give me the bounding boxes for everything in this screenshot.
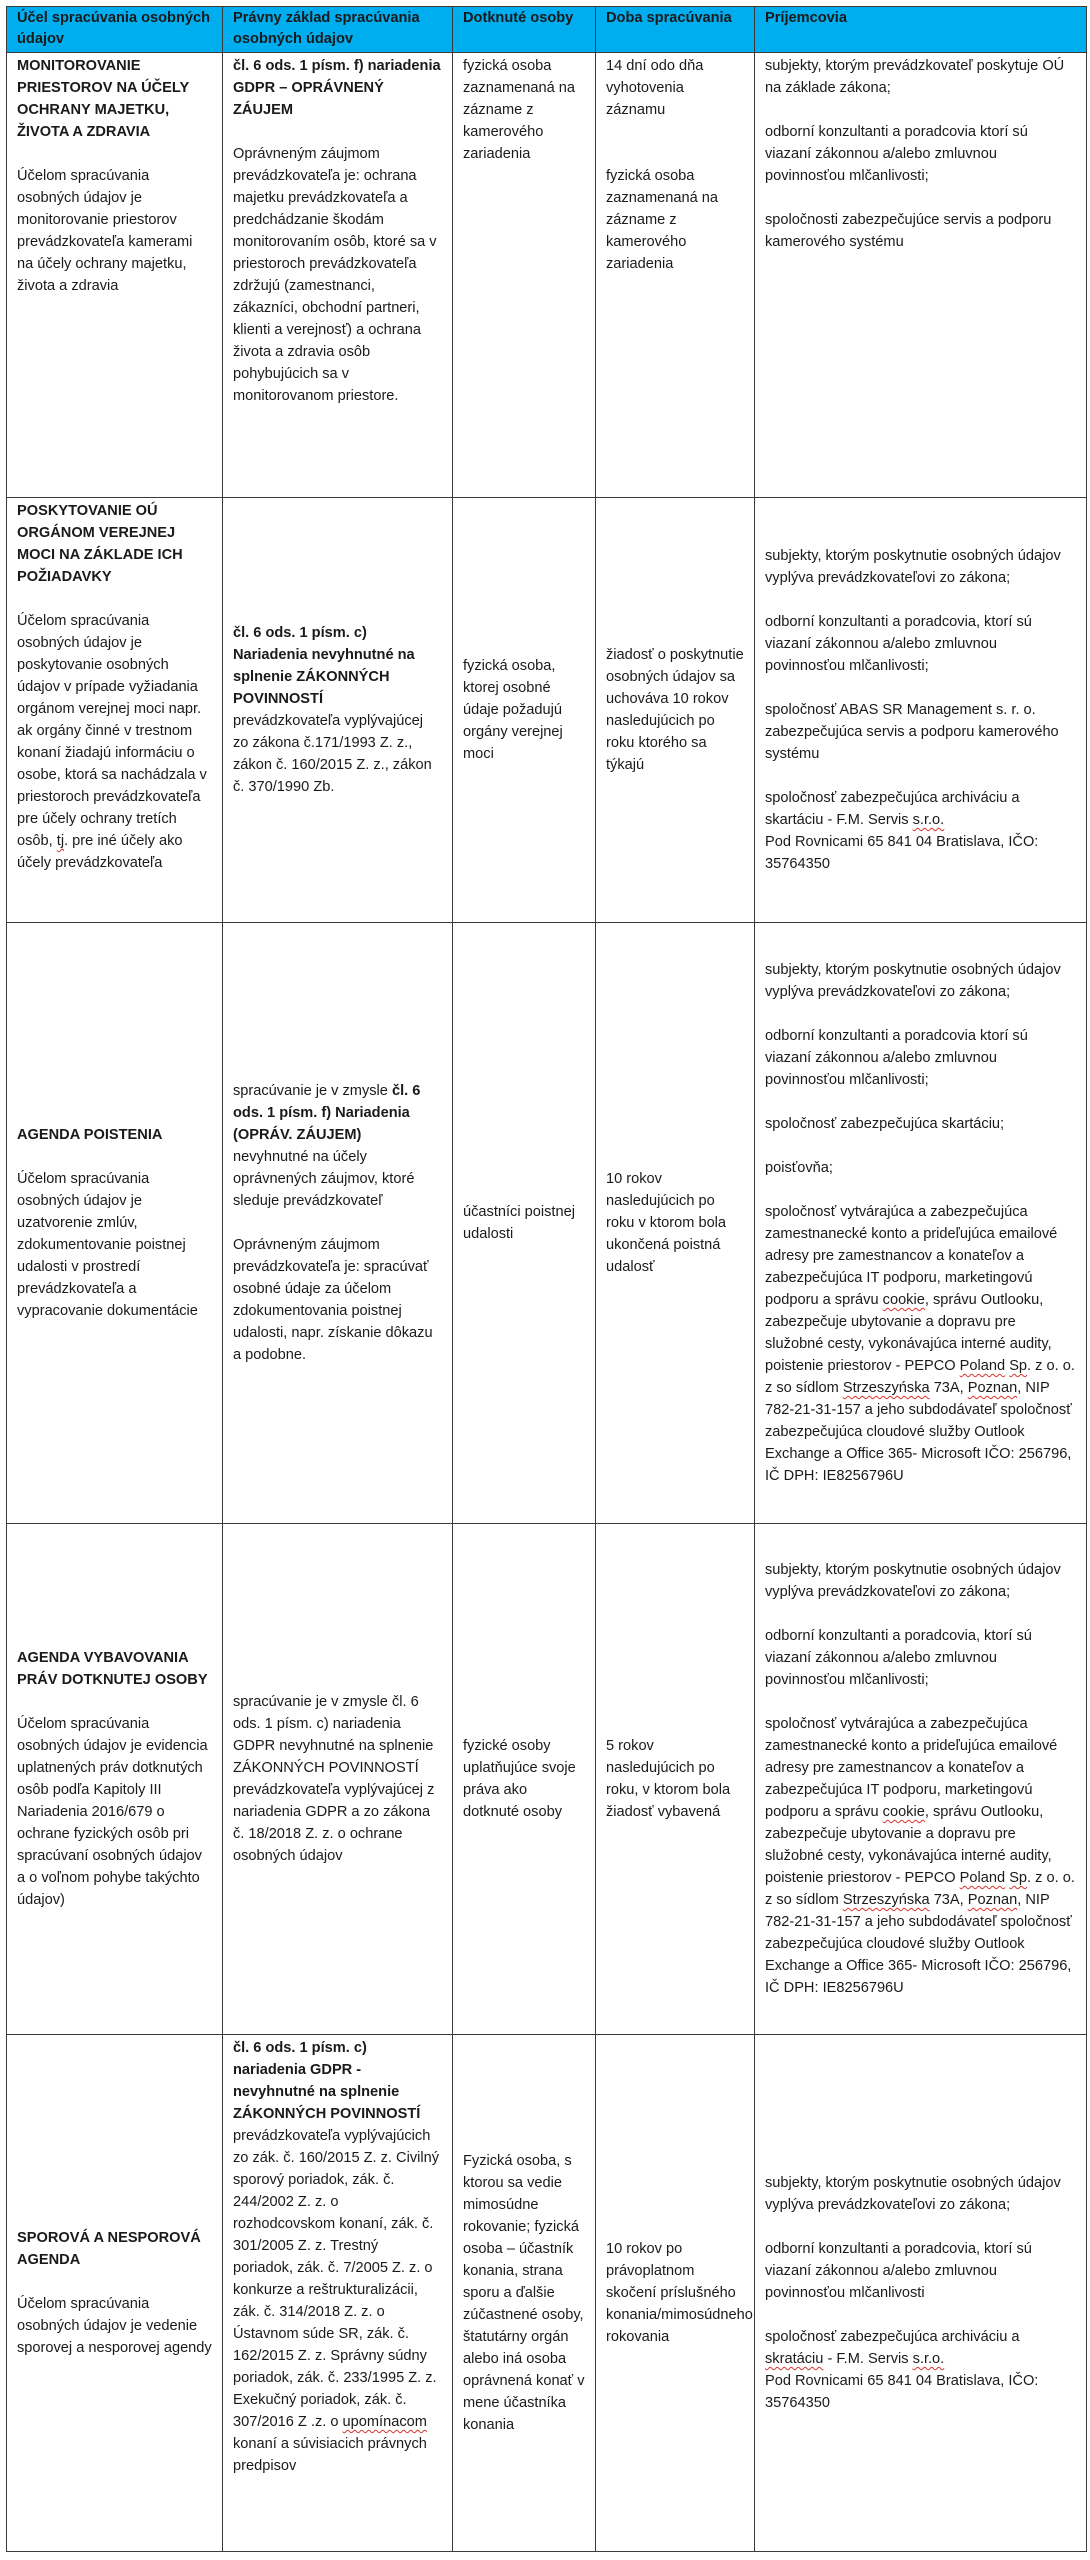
table-row bbox=[7, 53, 1087, 498]
recipient-item: spoločnosť ABAS SR Management s. r. o. zabezpečujúca servis a podporu kamerového systému bbox=[765, 702, 1059, 762]
recipient-item: spoločnosti zabezpečujúce servis a podporu kamerového systému bbox=[765, 212, 1052, 250]
recipient-item: subjekty, ktorým poskytnutie osobných údajov vyplýva prevádzkovateľovi zo zákona; bbox=[765, 2175, 1061, 2213]
data-subjects-cell: fyzická osoba zaznamenaná na zázname z kamerového zariadenia bbox=[453, 53, 596, 498]
purpose-text: Účelom spracúvania osobných údajov je vedenie sporovej a nesporovej agendy bbox=[17, 2296, 212, 2356]
purpose-text: Účelom spracúvania osobných údajov je uzatvorenie zmlúv, zdokumentovanie poistnej udalosti v prostredí prevádzkovateľa a vypracovanie dokumentácie bbox=[17, 1171, 198, 1319]
recipient-item: subjekty, ktorým poskytnutie osobných údajov vyplýva prevádzkovateľovi zo zákona; bbox=[765, 962, 1061, 1000]
purpose-title: SPOROVÁ A NESPOROVÁ AGENDA bbox=[17, 2230, 201, 2268]
purpose-title: AGENDA POISTENIA bbox=[17, 1127, 163, 1143]
legal-basis-cell bbox=[223, 923, 453, 1524]
recipient-item: subjekty, ktorým poskytnutie osobných údajov vyplýva prevádzkovateľovi zo zákona; bbox=[765, 1562, 1061, 1600]
purpose-cell bbox=[7, 2035, 223, 2552]
recipient-address: Pod Rovnicami 65 841 04 Bratislava, IČO: 35764350 bbox=[765, 2373, 1039, 2411]
table-row bbox=[7, 498, 1087, 923]
recipient-item: odborní konzultanti a poradcovia, ktorí sú viazaní zákonnou a/alebo zmluvnou povinnosťou mlčanlivosti; bbox=[765, 1628, 1032, 1688]
legal-basis-text: prevádzkovateľa vyplývajúcich zo zák. č. 160/2015 Z. z. Civilný sporový poriadok, zák. č. 244/2002 Z. z. o rozhodcovskom konaní, zák. č. 301/2005 Z. z. Trestný poriadok, zák. č. 7/2005 Z. z. o konkurze a reštrukturalizácii, zák. č. 314/2018 Z. z. o Ústavnom súde SR, zák. č. 162/2015 Z. z. Správny súdny poriadok, zák. č. 233/1995 Z. z. Exekučný poriadok, zák. č. 307/2016 Z .z. o upomínacom konaní a súvisiacich právnych predpisov bbox=[233, 2128, 440, 2474]
legal-basis-text: Oprávneným záujmom prevádzkovateľa je: ochrana majetku prevádzkovateľa a predchádzanie škodám monitorovaním osôb, ktoré sa v priestoroch prevádzkovateľa zdržujú (zamestnanci, zákazníci, obchodní partneri, klienti a verejnosť) a ochrana života a zdravia osôb pohybujúcich sa v monitorovanom priestore. bbox=[233, 146, 437, 404]
retention-cell: 10 rokov nasledujúcich po roku v ktorom bola ukončená poistná udalosť bbox=[596, 923, 755, 1524]
purpose-cell bbox=[7, 498, 223, 923]
retention-cell: 5 rokov nasledujúcich po roku, v ktorom bola žiadosť vybavená bbox=[596, 1524, 755, 2035]
legal-basis-cell bbox=[223, 53, 453, 498]
legal-basis-text: prevádzkovateľa vyplývajúcej zo zákona č.171/1993 Z. z., zákon č. 160/2015 Z. z., zákon č. 370/1990 Zb. bbox=[233, 713, 432, 795]
table-header-row bbox=[7, 7, 1087, 53]
data-subjects-cell: účastníci poistnej udalosti bbox=[453, 923, 596, 1524]
recipients-cell bbox=[755, 1524, 1087, 2035]
legal-basis-title: čl. 6 ods. 1 písm. f) nariadenia GDPR – OPRÁVNENÝ ZÁUJEM bbox=[233, 58, 441, 118]
purpose-title: AGENDA VYBAVOVANIA PRÁV DOTKNUTEJ OSOBY bbox=[17, 1650, 208, 1688]
recipient-item: subjekty, ktorým prevádzkovateľ poskytuje OÚ na základe zákona; bbox=[765, 58, 1065, 96]
data-subjects-cell: fyzická osoba, ktorej osobné údaje požadujú orgány verejnej moci bbox=[453, 498, 596, 923]
purpose-text: Účelom spracúvania osobných údajov je evidencia uplatnených práv dotknutých osôb podľa Kapitoly III Nariadenia 2016/679 o ochrane fyzických osôb pri spracúvaní osobných údajov a o voľnom pohybe takýchto údajov) bbox=[17, 1716, 208, 1908]
legal-basis-cell bbox=[223, 2035, 453, 2552]
legal-basis-cell: spracúvanie je v zmysle čl. 6 ods. 1 písm. c) nariadenia GDPR nevyhnutné na splnenie ZÁKONNÝCH POVINNOSTÍ prevádzkovateľa vyplývajúcej z nariadenia GDPR a zo zákona č. 18/2018 Z. z. o ochrane osobných údajov bbox=[223, 1524, 453, 2035]
recipients-cell bbox=[755, 2035, 1087, 2552]
col-header-retention: Doba spracúvania bbox=[596, 7, 755, 53]
retention-cell bbox=[596, 53, 755, 498]
recipients-cell bbox=[755, 923, 1087, 1524]
retention-text-2: fyzická osoba zaznamenaná na zázname z kamerového zariadenia bbox=[606, 168, 718, 272]
purpose-cell bbox=[7, 53, 223, 498]
legal-basis-text-2: Oprávneným záujmom prevádzkovateľa je: spracúvať osobné údaje za účelom zdokumentovania poistnej udalosti, napr. získanie dôkazu a podobne. bbox=[233, 1237, 433, 1363]
recipient-item: odborní konzultanti a poradcovia ktorí sú viazaní zákonnou a/alebo zmluvnou povinnosťou mlčanlivosti; bbox=[765, 124, 1028, 184]
recipient-address: Pod Rovnicami 65 841 04 Bratislava, IČO: 35764350 bbox=[765, 834, 1039, 872]
retention-cell: 10 rokov po právoplatnom skočení príslušného konania/mimosúdneho rokovania bbox=[596, 2035, 755, 2552]
recipient-item: spoločnosť zabezpečujúca archiváciu a skartáciu - F.M. Servis s.r.o. bbox=[765, 790, 1020, 828]
data-subjects-cell: Fyzická osoba, s ktorou sa vedie mimosúdne rokovanie; fyzická osoba – účastník konania, strana sporu a ďalšie zúčastnené osoby, štatutárny orgán alebo iná osoba oprávnená konať v mene účastníka konania bbox=[453, 2035, 596, 2552]
col-header-data-subjects: Dotknuté osoby bbox=[453, 7, 596, 53]
table-row bbox=[7, 2035, 1087, 2552]
purpose-text: Účelom spracúvania osobných údajov je poskytovanie osobných údajov v prípade vyžiadania orgánom verejnej moci napr. ak orgány činné v trestnom konaní žiadajú informáciu o osobe, ktorá sa nachádzala v priestoroch prevádzkovateľa pre účely ochrany tretích osôb, tj. pre iné účely ako účely prevádzkovateľa bbox=[17, 613, 207, 871]
purpose-text: Účelom spracúvania osobných údajov je monitorovanie priestorov prevádzkovateľa kamerami na účely ochrany majetku, života a zdravia bbox=[17, 168, 193, 294]
table-row bbox=[7, 1524, 1087, 2035]
legal-basis-text: spracúvanie je v zmysle čl. 6 ods. 1 písm. f) Nariadenia (OPRÁV. ZÁUJEM) bbox=[233, 1083, 421, 1143]
recipient-item: spoločnosť zabezpečujúca archiváciu a skratáciu - F.M. Servis s.r.o. bbox=[765, 2329, 1020, 2367]
recipient-item: odborní konzultanti a poradcovia, ktorí sú viazaní zákonnou a/alebo zmluvnou povinnosťou mlčanlivosti; bbox=[765, 614, 1032, 674]
recipient-item-it-provider: spoločnosť vytvárajúca a zabezpečujúca zamestnanecké konto a prideľujúca emailové adresy pre zamestnancov a konateľov a zabezpečujúca IT podporu, marketingovú podporu a správu cookie, správu Outlooku, zabezpečuje ubytovanie a dopravu pre služobné cesty, vykonávajúca interné audity, poistenie priestorov - PEPCO Poland Sp. z o. o. z so sídlom Strzeszyńska 73A, Poznan, NIP 782-21-31-157 a jeho subdodávateľ spoločnosť zabezpečujúca cloudové služby Outlook Exchange a Office 365- Microsoft IČO: 256796, IČ DPH: IE8256796U bbox=[765, 1204, 1075, 1484]
legal-basis-title: čl. 6 ods. 1 písm. c) Nariadenia nevyhnutné na splnenie ZÁKONNÝCH POVINNOSTÍ bbox=[233, 625, 415, 707]
col-header-legal-basis: Právny základ spracúvania osobných údajov bbox=[223, 7, 453, 53]
col-header-purpose: Účel spracúvania osobných údajov bbox=[7, 7, 223, 53]
purpose-cell bbox=[7, 1524, 223, 2035]
table-row bbox=[7, 923, 1087, 1524]
spellcheck-mark: upomínacom bbox=[342, 2414, 427, 2430]
legal-basis-text: nevyhnutné na účely oprávnených záujmov, ktoré sleduje prevádzkovateľ bbox=[233, 1149, 415, 1209]
recipient-item: poisťovňa; bbox=[765, 1160, 833, 1176]
recipient-item: odborní konzultanti a poradcovia ktorí sú viazaní zákonnou a/alebo zmluvnou povinnosťou mlčanlivosti; bbox=[765, 1028, 1028, 1088]
data-subjects-cell: fyzické osoby uplatňujúce svoje práva ako dotknuté osoby bbox=[453, 1524, 596, 2035]
recipient-item: odborní konzultanti a poradcovia, ktorí sú viazaní zákonnou a/alebo zmluvnou povinnosťou mlčanlivosti bbox=[765, 2241, 1032, 2301]
retention-cell: žiadosť o poskytnutie osobných údajov sa uchováva 10 rokov nasledujúcich po roku ktorého sa týkajú bbox=[596, 498, 755, 923]
recipients-cell bbox=[755, 53, 1087, 498]
spellcheck-mark: s.r.o. bbox=[912, 812, 945, 828]
purpose-cell bbox=[7, 923, 223, 1524]
recipients-cell bbox=[755, 498, 1087, 923]
spellcheck-mark: tj bbox=[56, 833, 65, 849]
recipient-item: subjekty, ktorým poskytnutie osobných údajov vyplýva prevádzkovateľovi zo zákona; bbox=[765, 548, 1061, 586]
recipient-item-it-provider: spoločnosť vytvárajúca a zabezpečujúca zamestnanecké konto a prideľujúca emailové adresy pre zamestnancov a konateľov a zabezpečujúca IT podporu, marketingovú podporu a správu cookie, správu Outlooku, zabezpečuje ubytovanie a dopravu pre služobné cesty, vykonávajúca interné audity, poistenie priestorov - PEPCO Poland Sp. z o. o. z so sídlom Strzeszyńska 73A, Poznan, NIP 782-21-31-157 a jeho subdodávateľ spoločnosť zabezpečujúca cloudové služby Outlook Exchange a Office 365- Microsoft IČO: 256796, IČ DPH: IE8256796U bbox=[765, 1716, 1075, 1996]
purpose-title: MONITOROVANIE PRIESTOROV NA ÚČELY OCHRANY MAJETKU, ŽIVOTA A ZDRAVIA bbox=[17, 58, 189, 140]
legal-basis-cell bbox=[223, 498, 453, 923]
retention-text: 14 dní odo dňa vyhotovenia záznamu bbox=[606, 58, 704, 118]
purpose-title: POSKYTOVANIE OÚ ORGÁNOM VEREJNEJ MOCI NA ZÁKLADE ICH POŽIADAVKY bbox=[17, 503, 183, 585]
legal-basis-title: čl. 6 ods. 1 písm. c) nariadenia GDPR - nevyhnutné na splnenie ZÁKONNÝCH POVINNOSTÍ bbox=[233, 2040, 421, 2122]
recipient-item: spoločnosť zabezpečujúca skartáciu; bbox=[765, 1116, 1005, 1132]
gdpr-processing-table bbox=[6, 6, 1087, 2552]
col-header-recipients: Príjemcovia bbox=[755, 7, 1087, 53]
